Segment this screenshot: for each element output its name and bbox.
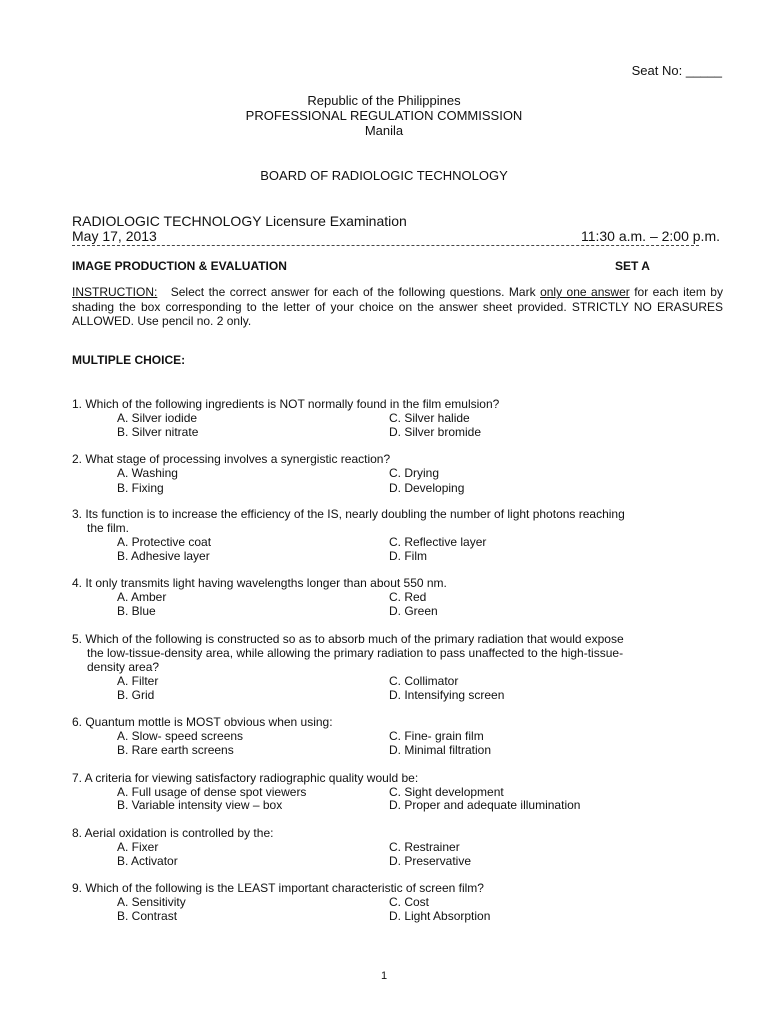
option-b: B. Blue — [117, 604, 156, 618]
question-1 — [72, 397, 722, 411]
question-6 — [72, 715, 722, 729]
instruction-label: INSTRUCTION: — [72, 285, 158, 299]
board-title: BOARD OF RADIOLOGIC TECHNOLOGY — [260, 168, 508, 183]
option-a: A. Silver iodide — [117, 411, 198, 425]
option-a: A. Washing — [117, 466, 178, 480]
option-b: B. Rare earth screens — [117, 743, 234, 757]
instruction-paragraph — [72, 285, 723, 329]
question-text-continued: the film. — [87, 521, 130, 535]
instruction-text-post: for each item by shading the box corresponding to the letter of your choice on the answer sheet provided. STRICTLY NO ERASURES ALLOWED. Use pencil no. 2 only. — [72, 285, 723, 328]
set-label: SET A — [615, 259, 650, 273]
question-text: 4. It only transmits light having wavelengths longer than about 550 nm. — [72, 576, 447, 590]
question-8 — [72, 826, 722, 840]
instruction-underlined: only one answer — [540, 285, 630, 299]
option-c: C. Collimator — [389, 674, 459, 688]
option-d: D. Light Absorption — [389, 909, 491, 923]
question-7 — [72, 771, 722, 785]
question-4 — [72, 576, 722, 590]
option-b: B. Silver nitrate — [117, 425, 199, 439]
question-text: 9. Which of the following is the LEAST important characteristic of screen film? — [72, 881, 484, 895]
option-c: C. Cost — [389, 895, 430, 909]
option-c: C. Red — [389, 590, 427, 604]
question-text-continued: the low-tissue-density area, while allowing the primary radiation to pass unaffected to the high-tissue- — [87, 646, 624, 660]
seat-number: Seat No: _____ — [631, 63, 722, 78]
option-d: D. Intensifying screen — [389, 688, 505, 702]
header-city: Manila — [364, 123, 404, 138]
question-text: 1. Which of the following ingredients is NOT normally found in the film emulsion? — [72, 397, 500, 411]
option-a: A. Amber — [117, 590, 167, 604]
option-b: B. Fixing — [117, 481, 164, 495]
option-c: C. Drying — [389, 466, 440, 480]
question-2 — [72, 452, 722, 466]
exam-time: 11:30 a.m. – 2:00 p.m. — [580, 228, 720, 244]
question-5 — [72, 632, 722, 674]
option-d: D. Developing — [389, 481, 465, 495]
option-c: C. Reflective layer — [389, 535, 487, 549]
option-a: A. Filter — [117, 674, 159, 688]
option-c: C. Restrainer — [389, 840, 460, 854]
question-3 — [72, 507, 722, 535]
option-d: D. Film — [389, 549, 427, 563]
question-text: 7. A criteria for viewing satisfactory radiographic quality would be: — [72, 771, 419, 785]
page-number: 1 — [380, 970, 388, 982]
option-b: B. Grid — [117, 688, 155, 702]
option-a: A. Fixer — [117, 840, 159, 854]
header-republic: Republic of the Philippines — [307, 93, 461, 108]
question-text: 3. Its function is to increase the efficiency of the IS, nearly doubling the number of light photons reaching — [72, 507, 625, 521]
option-a: A. Full usage of dense spot viewers — [117, 785, 307, 799]
dashed-divider — [72, 245, 699, 246]
option-b: B. Adhesive layer — [117, 549, 210, 563]
header-commission: PROFESSIONAL REGULATION COMMISSION — [245, 108, 523, 123]
option-c: C. Sight development — [389, 785, 504, 799]
question-text: 5. Which of the following is constructed so as to absorb much of the primary radiation that would expose — [72, 632, 624, 646]
option-a: A. Sensitivity — [117, 895, 186, 909]
option-b: B. Contrast — [117, 909, 178, 923]
question-text-continued: density area? — [87, 660, 160, 674]
question-text: 8. Aerial oxidation is controlled by the: — [72, 826, 274, 840]
option-c: C. Silver halide — [389, 411, 470, 425]
exam-date: May 17, 2013 — [72, 228, 157, 244]
option-a: A. Protective coat — [117, 535, 212, 549]
instruction-text-pre: Select the correct answer for each of the following questions. Mark — [170, 285, 541, 299]
section-title: IMAGE PRODUCTION & EVALUATION — [72, 259, 287, 273]
option-d: D. Green — [389, 604, 438, 618]
option-d: D. Preservative — [389, 854, 472, 868]
option-c: C. Fine- grain film — [389, 729, 484, 743]
question-9 — [72, 881, 722, 895]
question-text: 2. What stage of processing involves a synergistic reaction? — [72, 452, 391, 466]
question-text: 6. Quantum mottle is MOST obvious when using: — [72, 715, 333, 729]
option-d: D. Minimal filtration — [389, 743, 492, 757]
option-d: D. Silver bromide — [389, 425, 482, 439]
option-a: A. Slow- speed screens — [117, 729, 244, 743]
option-b: B. Activator — [117, 854, 178, 868]
multiple-choice-heading: MULTIPLE CHOICE: — [72, 353, 186, 367]
exam-title: RADIOLOGIC TECHNOLOGY Licensure Examination — [72, 213, 407, 229]
option-d: D. Proper and adequate illumination — [389, 798, 581, 812]
option-b: B. Variable intensity view – box — [117, 798, 283, 812]
